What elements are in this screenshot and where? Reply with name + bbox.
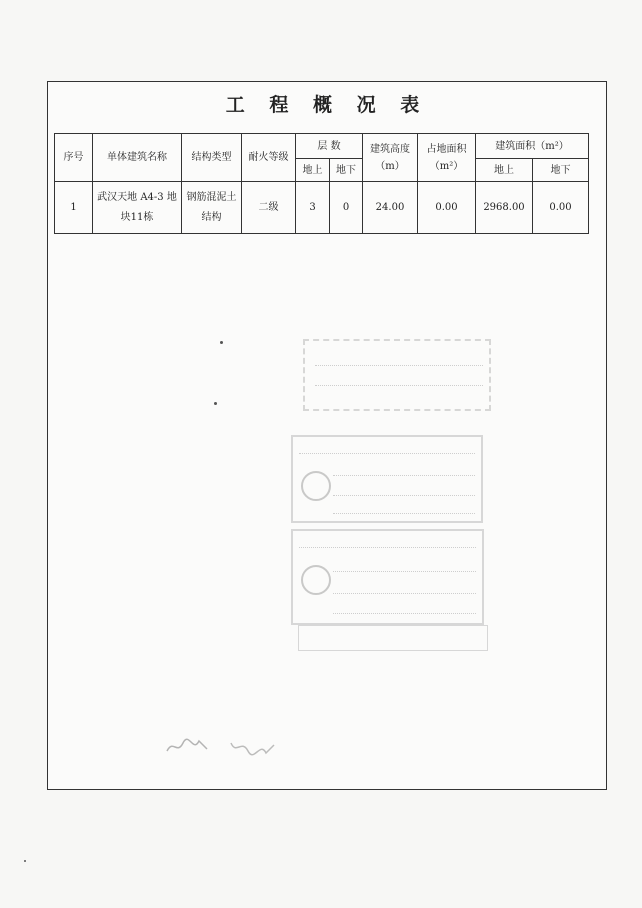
- faded-stamp: [303, 339, 491, 411]
- table-row: [55, 182, 589, 234]
- page-title: 工 程 概 况 表: [225, 94, 429, 116]
- signature-mark: [228, 735, 276, 759]
- cell-fire-rating: 二级: [242, 182, 296, 234]
- cell-land-area: 0.00: [418, 182, 476, 234]
- header-floors-above: 地上: [296, 159, 330, 182]
- cell-floors-above: 3: [296, 182, 330, 234]
- header-area-below: 地下: [533, 159, 589, 182]
- cell-area-above: 2968.00: [476, 182, 533, 234]
- header-row: [55, 134, 589, 159]
- faded-stamp: [298, 625, 488, 651]
- seal-icon: [301, 471, 331, 501]
- faded-stamp: [291, 435, 483, 523]
- cell-floors-below: 0: [330, 182, 363, 234]
- document-frame: [47, 81, 607, 790]
- cell-name: 武汉天地 A4-3 地块11栋: [93, 182, 182, 234]
- scan-speck: [214, 402, 217, 405]
- cell-structure: 钢筋混泥土结构: [182, 182, 242, 234]
- header-structure: 结构类型: [182, 134, 242, 182]
- header-build-area: 建筑面积（m²）: [476, 134, 589, 159]
- header-land-area: 占地面积（m²）: [418, 134, 476, 182]
- project-overview-table: [54, 133, 589, 234]
- cell-area-below: 0.00: [533, 182, 589, 234]
- seal-icon: [301, 565, 331, 595]
- cell-height: 24.00: [363, 182, 418, 234]
- header-seq: 序号: [55, 134, 93, 182]
- header-name: 单体建筑名称: [93, 134, 182, 182]
- scan-speck: [24, 860, 26, 862]
- faded-stamp: [291, 529, 484, 625]
- header-floors: 层 数: [296, 134, 363, 159]
- header-height: 建筑高度（m）: [363, 134, 418, 182]
- header-floors-below: 地下: [330, 159, 363, 182]
- signature-mark: [163, 735, 211, 759]
- scan-speck: [220, 341, 223, 344]
- cell-seq: 1: [55, 182, 93, 234]
- header-fire-rating: 耐火等级: [242, 134, 296, 182]
- header-area-above: 地上: [476, 159, 533, 182]
